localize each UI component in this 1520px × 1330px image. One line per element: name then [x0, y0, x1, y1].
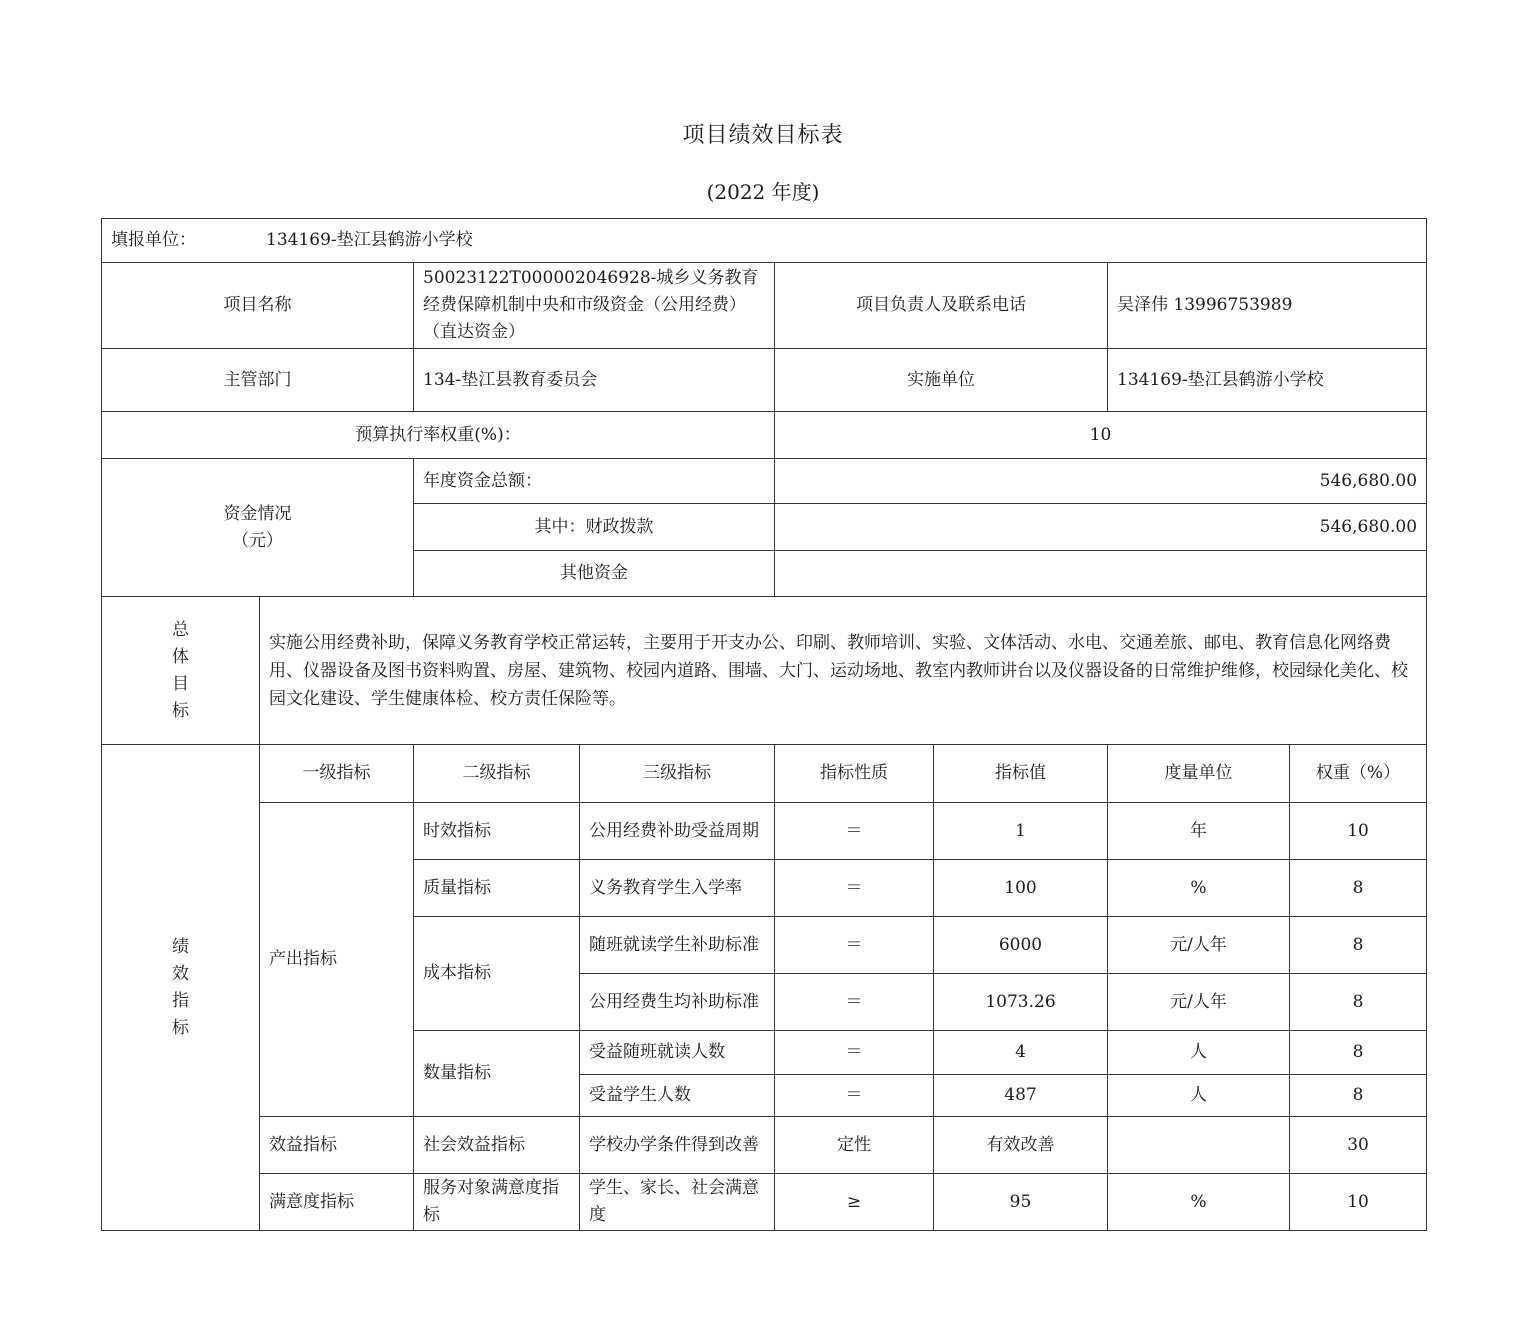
indicator-name: 受益随班就读人数	[580, 1031, 775, 1075]
indicator-value: 有效改善	[934, 1117, 1108, 1174]
indicators-char: 绩	[172, 936, 189, 957]
department-value: 134-垫江县教育委员会	[414, 349, 775, 412]
indicator-name: 随班就读学生补助标准	[580, 917, 775, 974]
header-level1: 一级指标	[260, 745, 414, 803]
implementing-unit-label: 实施单位	[775, 349, 1108, 412]
header-value: 指标值	[934, 745, 1108, 803]
fill-unit-label: 填报单位：	[111, 230, 196, 250]
document-subtitle: (2022 年度)	[706, 180, 820, 204]
header-level3: 三级指标	[580, 745, 775, 803]
level1-benefit: 效益指标	[260, 1117, 414, 1174]
indicator-value: 1073.26	[934, 974, 1108, 1031]
indicator-value: 95	[934, 1174, 1108, 1231]
budget-weight-row	[102, 412, 1427, 459]
indicator-weight: 8	[1290, 917, 1427, 974]
project-manager-value: 吴泽伟 13996753989	[1108, 263, 1427, 349]
indicator-name: 受益学生人数	[580, 1075, 775, 1117]
budget-weight-label: 预算执行率权重(%)：	[102, 412, 775, 459]
table-row	[102, 803, 1427, 860]
funds-label	[102, 459, 414, 597]
indicator-name: 义务教育学生入学率	[580, 860, 775, 917]
header-weight: 权重（%）	[1290, 745, 1427, 803]
fill-unit-value: 134169-垫江县鹤游小学校	[266, 230, 473, 250]
indicator-nature: ＝	[775, 1031, 934, 1075]
document-title: 项目绩效目标表	[682, 123, 844, 148]
indicator-nature: ＝	[775, 860, 934, 917]
project-manager-label: 项目负责人及联系电话	[775, 263, 1108, 349]
indicator-name: 学校办学条件得到改善	[580, 1117, 775, 1174]
indicator-unit	[1108, 1117, 1290, 1174]
indicator-weight: 10	[1290, 1174, 1427, 1231]
level2-quantity: 数量指标	[414, 1031, 580, 1117]
overall-goal-char: 体	[172, 646, 189, 667]
funds-total-value: 546,680.00	[775, 459, 1427, 504]
indicator-name: 学生、家长、社会满意度	[580, 1174, 775, 1231]
funds-fiscal-value: 546,680.00	[775, 504, 1427, 551]
indicator-value: 487	[934, 1075, 1108, 1117]
department-label: 主管部门	[102, 349, 414, 412]
overall-goal-text: 实施公用经费补助，保障义务教育学校正常运转，主要用于开支办公、印刷、教师培训、实验、文体活动、水电、交通差旅、邮电、教育信息化网络费用、仪器设备及图书资料购置、房屋、建筑物、校园内道路、围墙、大门、运动场地、教室内教师讲台以及仪器设备的日常维护维修，校园绿化美化、校园文化建设、学生健康体检、校方责任保险等。	[260, 597, 1427, 745]
table-row	[102, 1117, 1427, 1174]
indicator-nature: 定性	[775, 1117, 934, 1174]
table-row	[102, 1174, 1427, 1231]
project-row	[102, 263, 1427, 349]
indicator-value: 4	[934, 1031, 1108, 1075]
indicator-weight: 30	[1290, 1117, 1427, 1174]
performance-goal-table	[101, 218, 1427, 1231]
indicator-value: 100	[934, 860, 1108, 917]
level1-satisfaction: 满意度指标	[260, 1174, 414, 1231]
indicator-nature: ≥	[775, 1174, 934, 1231]
indicator-name: 公用经费生均补助标准	[580, 974, 775, 1031]
indicator-name: 公用经费补助受益周期	[580, 803, 775, 860]
funds-total-row	[102, 459, 1427, 504]
indicator-nature: ＝	[775, 1075, 934, 1117]
overall-goal-label	[102, 597, 260, 745]
budget-weight-value: 10	[775, 412, 1427, 459]
header-nature: 指标性质	[775, 745, 934, 803]
header-level2: 二级指标	[414, 745, 580, 803]
overall-goal-char: 标	[172, 700, 189, 721]
funds-other-label: 其他资金	[414, 551, 775, 597]
level2-service: 服务对象满意度指标	[414, 1174, 580, 1231]
department-row	[102, 349, 1427, 412]
indicator-value: 1	[934, 803, 1108, 860]
funds-fiscal-label: 其中：财政拨款	[414, 504, 775, 551]
indicators-char: 标	[172, 1017, 189, 1038]
overall-goal-row	[102, 597, 1427, 745]
project-name-label: 项目名称	[102, 263, 414, 349]
level2-timeliness: 时效指标	[414, 803, 580, 860]
project-name-value: 50023122T000002046928-城乡义务教育经费保障机制中央和市级资金（公用经费）（直达资金）	[414, 263, 775, 349]
fill-unit-cell	[102, 219, 1427, 263]
level2-quality: 质量指标	[414, 860, 580, 917]
indicator-value: 6000	[934, 917, 1108, 974]
indicator-header-row	[102, 745, 1427, 803]
header-unit: 度量单位	[1108, 745, 1290, 803]
indicator-weight: 8	[1290, 1075, 1427, 1117]
indicator-unit: 元/人年	[1108, 917, 1290, 974]
indicator-weight: 10	[1290, 803, 1427, 860]
funds-other-value	[775, 551, 1427, 597]
funds-label-line2: （元）	[232, 530, 283, 551]
indicator-unit: 人	[1108, 1075, 1290, 1117]
overall-goal-char: 目	[172, 673, 189, 694]
indicator-unit: %	[1108, 860, 1290, 917]
level2-cost: 成本指标	[414, 917, 580, 1031]
funds-label-line1: 资金情况	[223, 503, 292, 524]
indicators-label	[102, 745, 260, 1231]
funds-total-label: 年度资金总额：	[414, 459, 775, 504]
level2-social: 社会效益指标	[414, 1117, 580, 1174]
overall-goal-char: 总	[172, 619, 189, 640]
implementing-unit-value: 134169-垫江县鹤游小学校	[1108, 349, 1427, 412]
indicator-nature: ＝	[775, 974, 934, 1031]
indicator-weight: 8	[1290, 860, 1427, 917]
indicator-nature: ＝	[775, 803, 934, 860]
fill-unit-row	[102, 219, 1427, 263]
indicator-weight: 8	[1290, 974, 1427, 1031]
indicators-char: 效	[172, 963, 189, 984]
level1-output: 产出指标	[260, 803, 414, 1117]
indicator-unit: 人	[1108, 1031, 1290, 1075]
indicator-unit: %	[1108, 1174, 1290, 1231]
indicator-nature: ＝	[775, 917, 934, 974]
indicator-unit: 元/人年	[1108, 974, 1290, 1031]
indicators-char: 指	[172, 990, 189, 1011]
indicator-unit: 年	[1108, 803, 1290, 860]
indicator-weight: 8	[1290, 1031, 1427, 1075]
